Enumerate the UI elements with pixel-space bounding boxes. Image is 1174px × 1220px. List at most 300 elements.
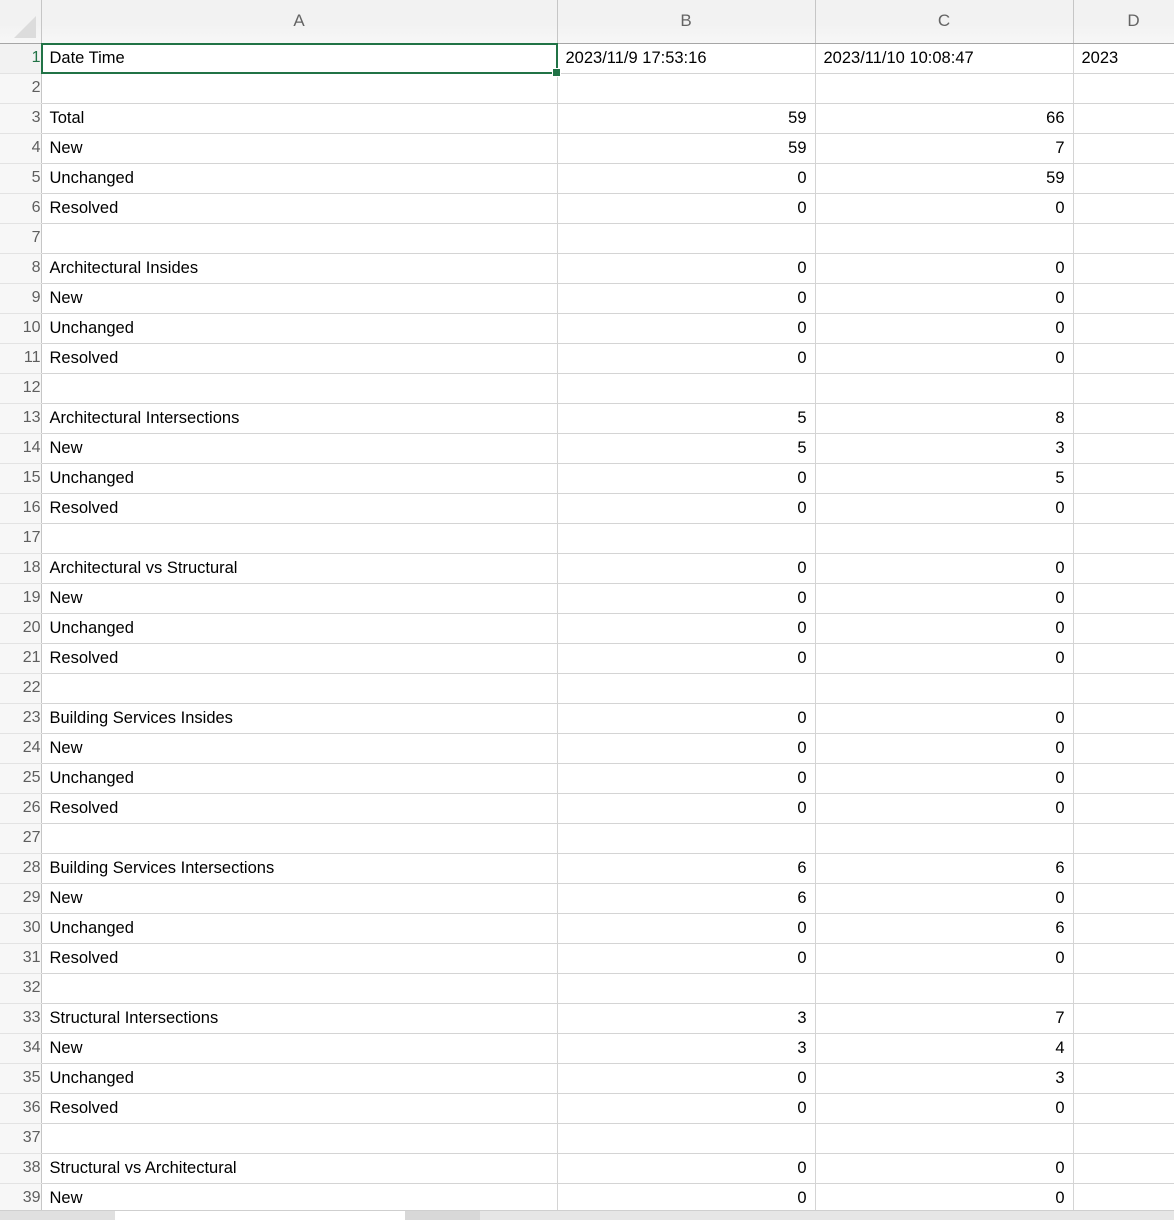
cell-C13[interactable]: [815, 403, 1073, 433]
cell-value: 0: [797, 708, 807, 727]
cell-value: 5: [797, 408, 807, 427]
row-header-label: 26: [22, 799, 41, 816]
row-header-label: 21: [22, 649, 41, 666]
cell-C8[interactable]: [815, 253, 1073, 283]
cell-D7[interactable]: [1073, 223, 1174, 253]
row-header-13[interactable]: [0, 403, 41, 433]
cell-D35[interactable]: [1073, 1063, 1174, 1093]
cell-C6[interactable]: [815, 193, 1073, 223]
cell-value: 0: [797, 318, 807, 337]
row-header-35[interactable]: [0, 1063, 41, 1093]
cell-B10[interactable]: [557, 313, 815, 343]
cell-A15[interactable]: [41, 463, 557, 493]
cell-D11[interactable]: [1073, 343, 1174, 373]
cell-A9[interactable]: [41, 283, 557, 313]
cell-value: 6: [797, 888, 807, 907]
cell-C9[interactable]: [815, 283, 1073, 313]
row-header-label: 36: [22, 1099, 41, 1116]
cell-A6[interactable]: [41, 193, 557, 223]
column-header-b[interactable]: [557, 0, 815, 43]
cell-A17[interactable]: [41, 523, 557, 553]
cell-value: 0: [797, 348, 807, 367]
cell-B19[interactable]: [557, 583, 815, 613]
cell-value: 0: [797, 1158, 807, 1177]
cell-B18[interactable]: [557, 553, 815, 583]
cell-C26[interactable]: [815, 793, 1073, 823]
cell-D22[interactable]: [1073, 673, 1174, 703]
cell-value: Unchanged: [49, 468, 134, 487]
cell-D25[interactable]: [1073, 763, 1174, 793]
cell-value: 0: [1055, 948, 1065, 967]
cell-B38[interactable]: [557, 1153, 815, 1183]
row-header-31[interactable]: [0, 943, 41, 973]
cell-value: 0: [1055, 348, 1065, 367]
row-header-label: 25: [22, 769, 41, 786]
cell-D8[interactable]: [1073, 253, 1174, 283]
cell-B37[interactable]: [557, 1123, 815, 1153]
cell-D12[interactable]: [1073, 373, 1174, 403]
cell-D2[interactable]: [1073, 73, 1174, 103]
row-header-30[interactable]: [0, 913, 41, 943]
cell-C35[interactable]: [815, 1063, 1073, 1093]
row-header-label: 32: [22, 979, 41, 996]
cell-D31[interactable]: [1073, 943, 1174, 973]
cell-value: 5: [1055, 468, 1065, 487]
cell-A22[interactable]: [41, 673, 557, 703]
cell-C14[interactable]: [815, 433, 1073, 463]
row-header-8[interactable]: [0, 253, 41, 283]
cell-A3[interactable]: [41, 103, 557, 133]
cell-C16[interactable]: [815, 493, 1073, 523]
cell-value: 3: [797, 1038, 807, 1057]
cell-B16[interactable]: [557, 493, 815, 523]
cell-value: 0: [1055, 798, 1065, 817]
cell-B1[interactable]: [557, 43, 815, 73]
row-header-21[interactable]: [0, 643, 41, 673]
cell-C29[interactable]: [815, 883, 1073, 913]
cell-D38[interactable]: [1073, 1153, 1174, 1183]
cell-A25[interactable]: [41, 763, 557, 793]
sheet-body: [0, 43, 1174, 1211]
row-header-7[interactable]: [0, 223, 41, 253]
cell-D3[interactable]: [1073, 103, 1174, 133]
table-row: [0, 703, 1174, 733]
scrollbar-track-left: [0, 1211, 115, 1220]
cell-A37[interactable]: [41, 1123, 557, 1153]
row-header-5[interactable]: [0, 163, 41, 193]
cell-B4[interactable]: [557, 133, 815, 163]
cell-C2[interactable]: [815, 73, 1073, 103]
cell-C11[interactable]: [815, 343, 1073, 373]
cell-C39[interactable]: [815, 1183, 1073, 1211]
cell-B6[interactable]: [557, 193, 815, 223]
cell-value: Structural Intersections: [49, 1008, 219, 1027]
table-row: [0, 283, 1174, 313]
cell-A36[interactable]: [41, 1093, 557, 1123]
row-header-33[interactable]: [0, 1003, 41, 1033]
cell-B20[interactable]: [557, 613, 815, 643]
cell-D9[interactable]: [1073, 283, 1174, 313]
row-header-1[interactable]: [0, 43, 41, 73]
cell-A39[interactable]: [41, 1183, 557, 1211]
cell-A33[interactable]: [41, 1003, 557, 1033]
cell-A29[interactable]: [41, 883, 557, 913]
cell-D37[interactable]: [1073, 1123, 1174, 1153]
cell-value: 2023/11/10 10:08:47: [823, 48, 974, 67]
column-header-c[interactable]: [815, 0, 1073, 43]
cell-A13[interactable]: [41, 403, 557, 433]
cell-A23[interactable]: [41, 703, 557, 733]
cell-D24[interactable]: [1073, 733, 1174, 763]
row-header-label: 7: [31, 229, 41, 246]
cell-C19[interactable]: [815, 583, 1073, 613]
row-header-label: 14: [22, 439, 41, 456]
row-header-37[interactable]: [0, 1123, 41, 1153]
row-header-label: 33: [22, 1009, 41, 1026]
cell-A26[interactable]: [41, 793, 557, 823]
cell-value: 7: [1055, 1008, 1065, 1027]
cell-value: Resolved: [49, 648, 119, 667]
cell-A7[interactable]: [41, 223, 557, 253]
cell-B21[interactable]: [557, 643, 815, 673]
row-header-27[interactable]: [0, 823, 41, 853]
cell-D16[interactable]: [1073, 493, 1174, 523]
cell-C15[interactable]: [815, 463, 1073, 493]
cell-value: 3: [1055, 1068, 1065, 1087]
row-header-label: 10: [22, 319, 41, 336]
cell-D13[interactable]: [1073, 403, 1174, 433]
cell-B24[interactable]: [557, 733, 815, 763]
cell-B23[interactable]: [557, 703, 815, 733]
column-header-a[interactable]: [41, 0, 557, 43]
cell-value: New: [49, 438, 83, 457]
row-header-34[interactable]: [0, 1033, 41, 1063]
row-header-label: 17: [22, 529, 41, 546]
table-row: [0, 1003, 1174, 1033]
cell-D14[interactable]: [1073, 433, 1174, 463]
cell-A31[interactable]: [41, 943, 557, 973]
cell-C20[interactable]: [815, 613, 1073, 643]
cell-D33[interactable]: [1073, 1003, 1174, 1033]
row-header-29[interactable]: [0, 883, 41, 913]
cell-value: 3: [797, 1008, 807, 1027]
row-header-label: 30: [22, 919, 41, 936]
cell-D36[interactable]: [1073, 1093, 1174, 1123]
cell-A32[interactable]: [41, 973, 557, 1003]
cell-B32[interactable]: [557, 973, 815, 1003]
cell-A8[interactable]: [41, 253, 557, 283]
row-header-17[interactable]: [0, 523, 41, 553]
cell-B12[interactable]: [557, 373, 815, 403]
cell-A18[interactable]: [41, 553, 557, 583]
cell-value: 66: [1046, 108, 1065, 127]
row-header-9[interactable]: [0, 283, 41, 313]
cell-value: 6: [797, 858, 807, 877]
scrollbar-thumb[interactable]: [115, 1211, 405, 1220]
cell-value: New: [49, 588, 83, 607]
cell-C4[interactable]: [815, 133, 1073, 163]
row-header-16[interactable]: [0, 493, 41, 523]
cell-D15[interactable]: [1073, 463, 1174, 493]
row-header-22[interactable]: [0, 673, 41, 703]
cell-C37[interactable]: [815, 1123, 1073, 1153]
table-row: [0, 673, 1174, 703]
cell-B29[interactable]: [557, 883, 815, 913]
horizontal-scrollbar[interactable]: [0, 1210, 1174, 1220]
cell-D29[interactable]: [1073, 883, 1174, 913]
cell-C27[interactable]: [815, 823, 1073, 853]
cell-value: 0: [797, 588, 807, 607]
cell-D23[interactable]: [1073, 703, 1174, 733]
cell-D32[interactable]: [1073, 973, 1174, 1003]
cell-A35[interactable]: [41, 1063, 557, 1093]
cell-A11[interactable]: [41, 343, 557, 373]
cell-C10[interactable]: [815, 313, 1073, 343]
cell-D6[interactable]: [1073, 193, 1174, 223]
scrollbar-track-right: [480, 1211, 1174, 1220]
cell-D17[interactable]: [1073, 523, 1174, 553]
column-header-label: A: [293, 11, 305, 31]
cell-A2[interactable]: [41, 73, 557, 103]
cell-B30[interactable]: [557, 913, 815, 943]
cell-A21[interactable]: [41, 643, 557, 673]
cell-value: 0: [797, 258, 807, 277]
cell-D39[interactable]: [1073, 1183, 1174, 1211]
cell-C33[interactable]: [815, 1003, 1073, 1033]
cell-C30[interactable]: [815, 913, 1073, 943]
cell-value: Unchanged: [49, 318, 134, 337]
cell-value: Resolved: [49, 198, 119, 217]
cell-C23[interactable]: [815, 703, 1073, 733]
cell-A14[interactable]: [41, 433, 557, 463]
row-header-19[interactable]: [0, 583, 41, 613]
table-row: [0, 1123, 1174, 1153]
cell-value: New: [49, 738, 83, 757]
table-row: [0, 313, 1174, 343]
row-header-36[interactable]: [0, 1093, 41, 1123]
column-header-label: C: [937, 11, 951, 31]
cell-B7[interactable]: [557, 223, 815, 253]
table-row: [0, 253, 1174, 283]
column-header-row: [0, 0, 1174, 43]
cell-B36[interactable]: [557, 1093, 815, 1123]
cell-A5[interactable]: [41, 163, 557, 193]
cell-value: 0: [797, 468, 807, 487]
table-row: [0, 733, 1174, 763]
cell-D26[interactable]: [1073, 793, 1174, 823]
cell-value: 0: [797, 918, 807, 937]
cell-B28[interactable]: [557, 853, 815, 883]
row-header-3[interactable]: [0, 103, 41, 133]
cell-B35[interactable]: [557, 1063, 815, 1093]
row-header-24[interactable]: [0, 733, 41, 763]
cell-D18[interactable]: [1073, 553, 1174, 583]
cell-value: 0: [797, 558, 807, 577]
cell-B2[interactable]: [557, 73, 815, 103]
cell-B39[interactable]: [557, 1183, 815, 1211]
cell-value: 0: [1055, 1188, 1065, 1207]
table-row: [0, 853, 1174, 883]
cell-B14[interactable]: [557, 433, 815, 463]
row-header-23[interactable]: [0, 703, 41, 733]
cell-D1[interactable]: [1073, 43, 1174, 73]
cell-value: Resolved: [49, 1098, 119, 1117]
cell-B11[interactable]: [557, 343, 815, 373]
cell-C24[interactable]: [815, 733, 1073, 763]
row-header-label: 37: [22, 1129, 41, 1146]
cell-B17[interactable]: [557, 523, 815, 553]
cell-value: Resolved: [49, 948, 119, 967]
row-header-label: 1: [31, 49, 41, 66]
cell-value: 59: [788, 108, 807, 127]
cell-B31[interactable]: [557, 943, 815, 973]
cell-C22[interactable]: [815, 673, 1073, 703]
cell-value: 0: [1055, 888, 1065, 907]
cell-B22[interactable]: [557, 673, 815, 703]
cell-C25[interactable]: [815, 763, 1073, 793]
row-header-label: 6: [31, 199, 41, 216]
cell-B5[interactable]: [557, 163, 815, 193]
cell-value: New: [49, 888, 83, 907]
cell-C32[interactable]: [815, 973, 1073, 1003]
cell-value: 0: [1055, 198, 1065, 217]
row-header-32[interactable]: [0, 973, 41, 1003]
row-header-12[interactable]: [0, 373, 41, 403]
cell-value: 5: [797, 438, 807, 457]
cell-C5[interactable]: [815, 163, 1073, 193]
table-row: [0, 193, 1174, 223]
cell-D21[interactable]: [1073, 643, 1174, 673]
cell-B34[interactable]: [557, 1033, 815, 1063]
cell-A27[interactable]: [41, 823, 557, 853]
cell-C7[interactable]: [815, 223, 1073, 253]
cell-C21[interactable]: [815, 643, 1073, 673]
table-row: [0, 163, 1174, 193]
row-header-label: 8: [31, 259, 41, 276]
cell-C34[interactable]: [815, 1033, 1073, 1063]
cell-D27[interactable]: [1073, 823, 1174, 853]
cell-C3[interactable]: [815, 103, 1073, 133]
cell-C1[interactable]: [815, 43, 1073, 73]
cell-A4[interactable]: [41, 133, 557, 163]
cell-A38[interactable]: [41, 1153, 557, 1183]
cell-C17[interactable]: [815, 523, 1073, 553]
cell-A1[interactable]: [41, 43, 557, 73]
cell-C12[interactable]: [815, 373, 1073, 403]
row-header-38[interactable]: [0, 1153, 41, 1183]
cell-B25[interactable]: [557, 763, 815, 793]
row-header-label: 23: [22, 709, 41, 726]
table-row: [0, 763, 1174, 793]
cell-C36[interactable]: [815, 1093, 1073, 1123]
row-header-18[interactable]: [0, 553, 41, 583]
cell-value: 0: [797, 618, 807, 637]
cell-D20[interactable]: [1073, 613, 1174, 643]
cell-A10[interactable]: [41, 313, 557, 343]
cell-value: 6: [1055, 918, 1065, 937]
cell-D30[interactable]: [1073, 913, 1174, 943]
cell-B13[interactable]: [557, 403, 815, 433]
row-header-label: 5: [31, 169, 41, 186]
cell-D28[interactable]: [1073, 853, 1174, 883]
cell-C18[interactable]: [815, 553, 1073, 583]
cell-A19[interactable]: [41, 583, 557, 613]
cell-D4[interactable]: [1073, 133, 1174, 163]
cell-A30[interactable]: [41, 913, 557, 943]
row-header-11[interactable]: [0, 343, 41, 373]
cell-D5[interactable]: [1073, 163, 1174, 193]
row-header-label: 2: [31, 79, 41, 96]
column-headers: [0, 0, 1174, 43]
table-row: [0, 433, 1174, 463]
cell-A16[interactable]: [41, 493, 557, 523]
cell-value: 0: [1055, 288, 1065, 307]
row-header-6[interactable]: [0, 193, 41, 223]
row-header-label: 35: [22, 1069, 41, 1086]
cell-B26[interactable]: [557, 793, 815, 823]
row-header-15[interactable]: [0, 463, 41, 493]
cell-value: 0: [797, 1068, 807, 1087]
cell-value: Unchanged: [49, 618, 134, 637]
row-header-28[interactable]: [0, 853, 41, 883]
cell-A28[interactable]: [41, 853, 557, 883]
row-header-4[interactable]: [0, 133, 41, 163]
cell-value: 0: [1055, 588, 1065, 607]
cell-value: Unchanged: [49, 1068, 134, 1087]
cell-value: 0: [1055, 318, 1065, 337]
row-header-26[interactable]: [0, 793, 41, 823]
cell-B15[interactable]: [557, 463, 815, 493]
cell-C31[interactable]: [815, 943, 1073, 973]
table-row: [0, 913, 1174, 943]
cell-value: Unchanged: [49, 768, 134, 787]
cell-B9[interactable]: [557, 283, 815, 313]
cell-D34[interactable]: [1073, 1033, 1174, 1063]
row-header-10[interactable]: [0, 313, 41, 343]
cell-A24[interactable]: [41, 733, 557, 763]
cell-B33[interactable]: [557, 1003, 815, 1033]
cell-value: New: [49, 288, 83, 307]
row-header-25[interactable]: [0, 763, 41, 793]
table-row: [0, 943, 1174, 973]
row-header-39[interactable]: [0, 1183, 41, 1211]
select-all-corner[interactable]: [0, 0, 41, 43]
table-row: [0, 1093, 1174, 1123]
cell-B8[interactable]: [557, 253, 815, 283]
row-header-label: 29: [22, 889, 41, 906]
cell-B3[interactable]: [557, 103, 815, 133]
table-row: [0, 1063, 1174, 1093]
row-header-20[interactable]: [0, 613, 41, 643]
cell-D10[interactable]: [1073, 313, 1174, 343]
table-row: [0, 133, 1174, 163]
cell-A20[interactable]: [41, 613, 557, 643]
cell-C38[interactable]: [815, 1153, 1073, 1183]
row-header-14[interactable]: [0, 433, 41, 463]
column-header-d[interactable]: [1073, 0, 1174, 43]
row-header-2[interactable]: [0, 73, 41, 103]
cell-value: 4: [1055, 1038, 1065, 1057]
table-row: [0, 553, 1174, 583]
cell-C28[interactable]: [815, 853, 1073, 883]
cell-value: 0: [1055, 708, 1065, 727]
cell-value: Resolved: [49, 798, 119, 817]
cell-A12[interactable]: [41, 373, 557, 403]
cell-B27[interactable]: [557, 823, 815, 853]
table-row: [0, 973, 1174, 1003]
cell-A34[interactable]: [41, 1033, 557, 1063]
cell-D19[interactable]: [1073, 583, 1174, 613]
